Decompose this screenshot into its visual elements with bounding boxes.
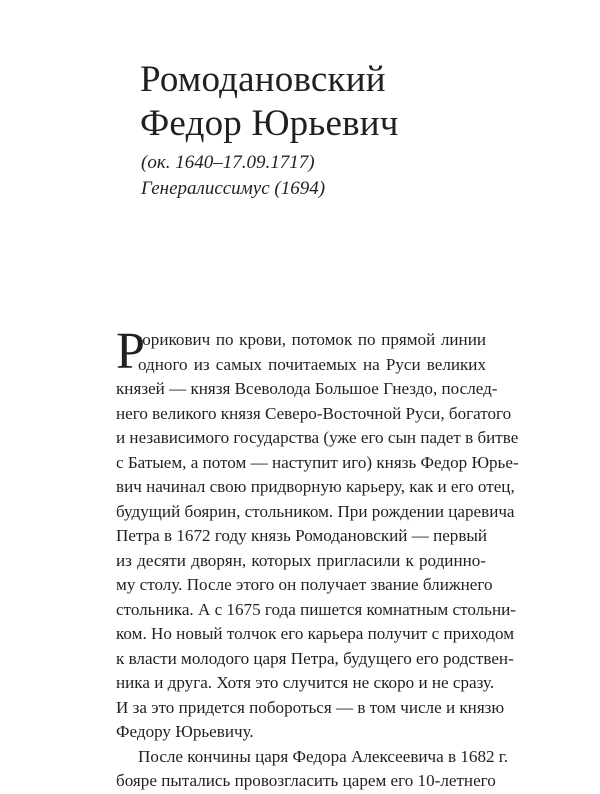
text-line: вич начинал свою придворную карьеру, как и его отец,: [116, 477, 515, 496]
text-line: к власти молодого царя Петра, будущего его родствен-: [116, 648, 514, 668]
text-line: будущий боярин, стольником. При рождении царевича: [116, 501, 515, 521]
text-line: с Батыем, а потом — наступит иго) князь Федор Юрье-: [116, 452, 519, 472]
text-line: и независимого государства (уже его сын падет в битве: [116, 428, 519, 447]
text-line: юрикович по крови, потомок по прямой линии: [138, 330, 486, 349]
text-line: Федору Юрьевичу.: [116, 722, 254, 741]
text-line: После кончины царя Федора Алексеевича в 1682 г.: [138, 746, 509, 766]
text-line: ника и друга. Хотя это случится не скоро и не сразу.: [116, 673, 495, 692]
text-line: бояре пытались провозгласить царем его 10-летнего: [116, 771, 496, 790]
title-line-2: Федор Юрьевич: [140, 103, 399, 144]
text-line: князей — князя Всеволода Большое Гнездо, послед-: [116, 379, 498, 398]
text-line: Петра в 1672 году князь Ромодановский — первый: [116, 526, 488, 545]
article-body: [116, 323, 519, 794]
page-title: [140, 58, 560, 146]
text-line: из десяти дворян, которых пригласили к родинно-: [116, 550, 486, 570]
subtitle: [141, 150, 541, 202]
life-dates: (ок. 1640–17.09.1717): [141, 152, 315, 173]
text-line: одного из самых почитаемых на Руси великих: [138, 354, 486, 374]
title-line-1: Ромодановский: [140, 59, 386, 100]
text-line: него великого князя Северо-Восточной Руси, богатого: [116, 403, 512, 423]
first-paragraph-opening: [116, 323, 486, 380]
drop-cap: Р: [116, 323, 145, 380]
text-line: стольника. А с 1675 года пишется комнатным стольни-: [116, 599, 516, 619]
text-line: И за это придется побороться — в том числе и князю: [116, 697, 505, 717]
text-line: ком. Но новый толчок его карьера получит с приходом: [116, 624, 515, 643]
text-line: му столу. После этого он получает звание ближнего: [116, 575, 493, 594]
military-rank: Генералиссимус (1694): [141, 178, 326, 199]
